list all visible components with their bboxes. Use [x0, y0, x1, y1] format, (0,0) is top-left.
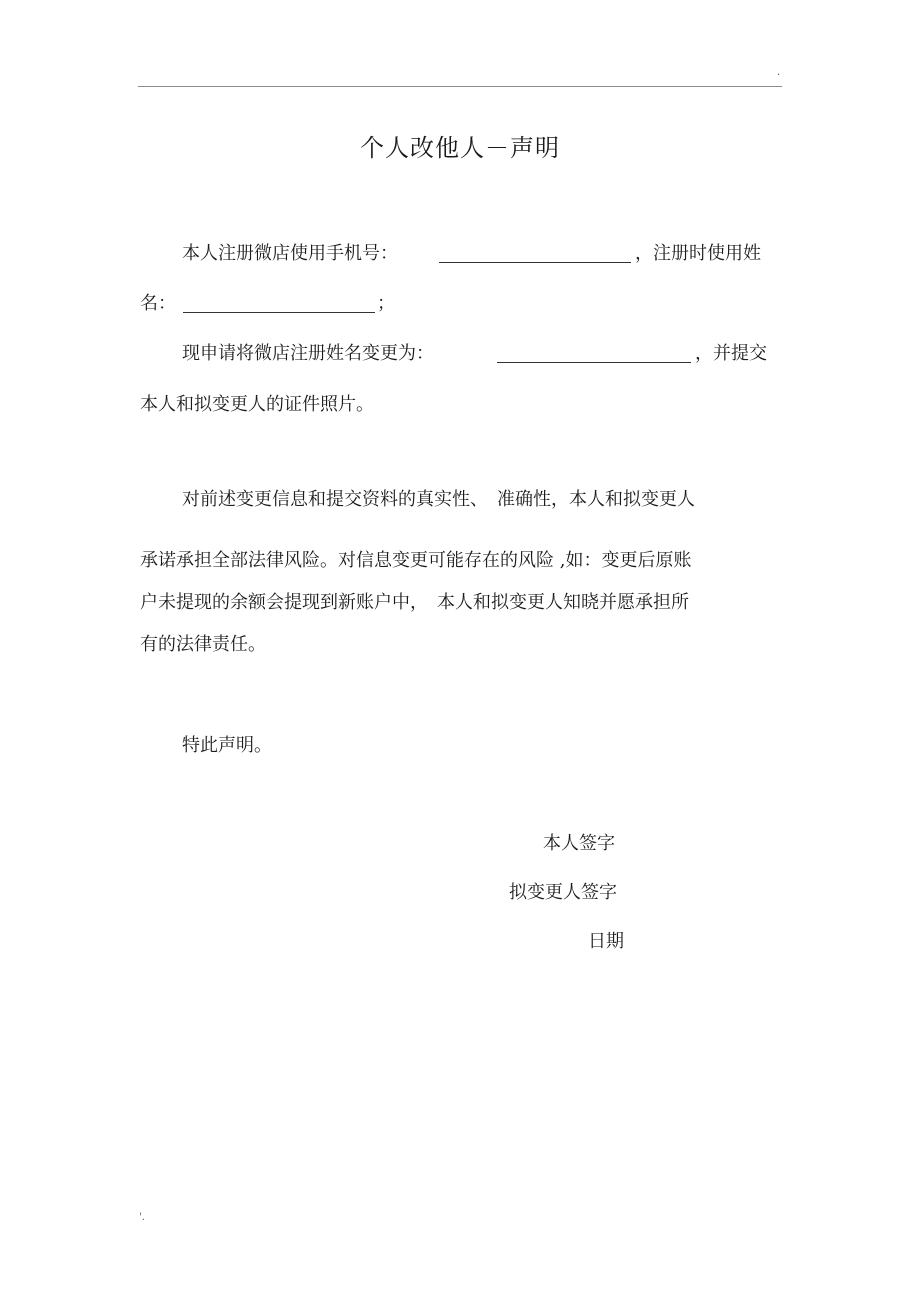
para1-line2-suffix: ； — [377, 293, 395, 314]
signature-self: 本人签字 — [543, 833, 615, 854]
header-dot: · — [777, 70, 781, 81]
phone-label: 本人注册微店使用手机号： — [182, 243, 398, 264]
para3-line1: 对前述变更信息和提交资料的真实性、 准确性，本人和拟变更人 — [182, 489, 695, 510]
para2-line2: 本人和拟变更人的证件照片。 — [140, 394, 374, 415]
new-name-blank — [497, 344, 691, 363]
para3-line2: 承诺承担全部法律风险。对信息变更可能存在的风险 ,如：变更后原账 — [140, 550, 692, 571]
signature-proposed: 拟变更人签字 — [509, 882, 617, 903]
para1-line2-prefix: 名： — [140, 293, 176, 314]
para2-line1-prefix: 现申请将微店注册姓名变更为： — [182, 343, 434, 364]
footer-dot: '. — [139, 1212, 145, 1223]
phone-blank — [439, 244, 631, 263]
header-rule — [138, 86, 782, 87]
document-title: 个人改他人－声明 — [360, 134, 560, 162]
para3-line3: 户未提现的余额会提现到新账户中， 本人和拟变更人知晓并愿承担所 — [140, 592, 689, 613]
signature-date: 日期 — [588, 931, 624, 952]
name-blank — [183, 294, 375, 313]
para1-line1 — [182, 242, 398, 266]
para1-line1-suffix: ，注册时使用姓 — [635, 243, 761, 264]
para3-line4: 有的法律责任。 — [140, 634, 266, 655]
closing-statement: 特此声明。 — [182, 735, 272, 756]
para2-line1-suffix: ，并提交 — [695, 343, 767, 364]
